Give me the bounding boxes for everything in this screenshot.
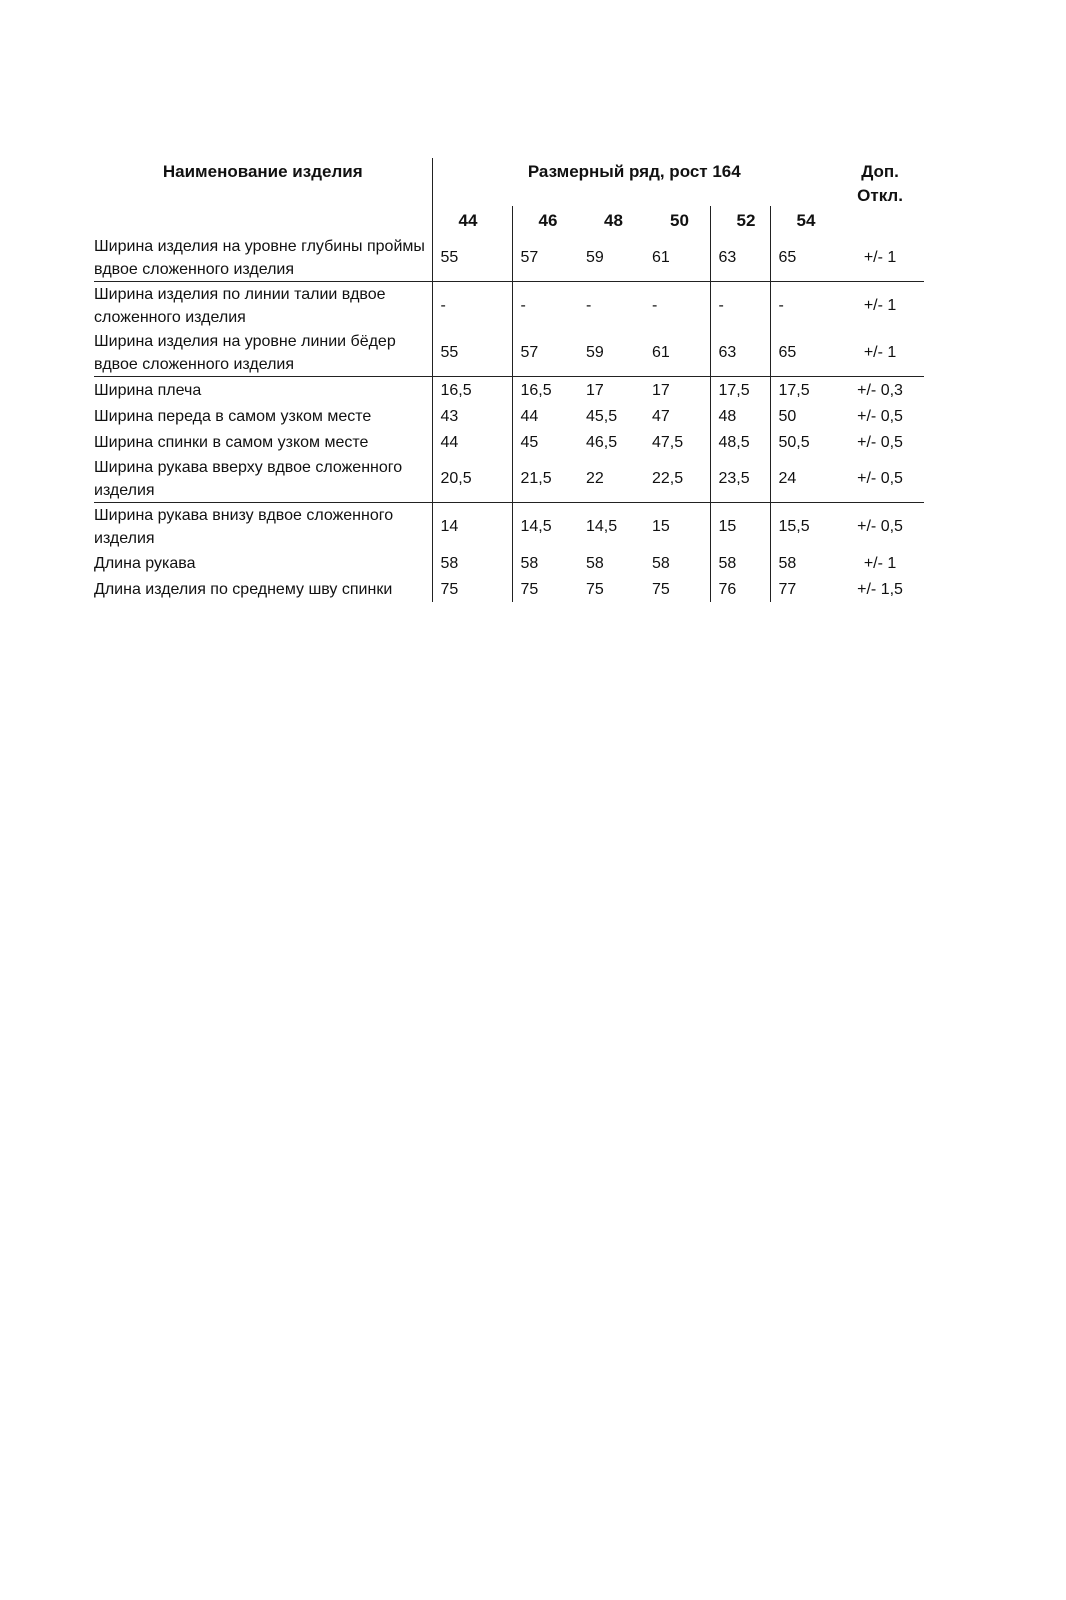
tolerance-value: +/- 0,5: [836, 455, 924, 503]
size-header: 52: [710, 206, 770, 234]
measurement-value-size-54: 65: [770, 329, 836, 377]
measurement-value-size-48: 22: [578, 455, 644, 503]
size-chart-table: [94, 158, 924, 602]
measurement-value-size-54: 77: [770, 576, 836, 602]
tolerance-value: +/- 0,5: [857, 518, 903, 535]
size-header: 50: [670, 210, 689, 230]
measurement-name: Длина рукава: [94, 554, 196, 572]
measurement-value-size-48: 75: [586, 580, 604, 598]
measurement-value-size-46: 21,5: [512, 455, 578, 503]
measurement-value-size-44: 43: [432, 403, 512, 429]
measurement-name: Длина изделия по среднему шву спинки: [94, 580, 393, 598]
measurement-value-size-54: 65: [770, 234, 836, 282]
measurement-value-size-44: 55: [432, 329, 512, 377]
measurement-name: Ширина спинки в самом узком месте: [94, 433, 369, 451]
size-header: 48: [604, 210, 623, 230]
measurement-value-size-52: 63: [710, 329, 770, 377]
table-row: [94, 429, 924, 455]
table-row: [94, 576, 924, 602]
measurement-value-size-54: 58: [770, 550, 836, 576]
measurement-value-size-52: 76: [710, 576, 770, 602]
measurement-value-size-50: -: [652, 297, 658, 314]
header-tolerance-line-2: Откл.: [857, 186, 903, 205]
measurement-value-size-54: 24: [770, 455, 836, 503]
measurement-value-size-52: 63: [710, 234, 770, 282]
measurement-value-size-48: 59: [578, 234, 644, 282]
measurement-value-size-44: 58: [432, 550, 512, 576]
size-header: 46: [512, 206, 578, 234]
table-body: [94, 234, 924, 602]
measurement-value-size-50: 47: [652, 407, 670, 425]
measurement-value-size-46: 14,5: [512, 503, 578, 551]
header-size-range: Размерный ряд, рост 164: [432, 158, 836, 206]
size-header: 44: [432, 206, 512, 234]
tolerance-value: +/- 1: [836, 329, 924, 377]
measurement-value-size-44: -: [432, 282, 512, 330]
measurement-value-size-54: -: [770, 282, 836, 330]
tolerance-value: +/- 0,5: [857, 433, 903, 451]
measurement-value-size-46: 57: [512, 329, 578, 377]
measurement-value-size-44: 14: [432, 503, 512, 551]
measurement-name: Ширина рукава внизу вдвое сложенного изделия: [94, 506, 394, 547]
measurement-value-size-48: 58: [586, 554, 604, 572]
measurement-value-size-52: 23,5: [710, 455, 770, 503]
measurement-value-size-46: 44: [512, 403, 578, 429]
measurement-value-size-48: -: [586, 297, 592, 314]
measurement-name: Ширина изделия по линии талии вдвое сложенного изделия: [94, 285, 386, 326]
measurement-value-size-48: 46,5: [586, 433, 618, 451]
measurement-value-size-50: 22,5: [644, 455, 710, 503]
table-row: [94, 455, 924, 503]
table-row: [94, 550, 924, 576]
measurement-name: Ширина плеча: [94, 381, 202, 399]
tolerance-value: +/- 1: [863, 297, 897, 314]
tolerance-value: +/- 0,5: [857, 407, 903, 425]
measurement-name: Ширина изделия на уровне глубины проймы вдвое сложенного изделия: [94, 234, 432, 282]
header-product-name: Наименование изделия: [162, 162, 363, 181]
measurement-value-size-54: 15,5: [770, 503, 836, 551]
measurement-value-size-44: 44: [432, 429, 512, 455]
table-row: [94, 503, 924, 551]
size-header: 54: [770, 206, 836, 234]
measurement-value-size-50: 58: [652, 554, 670, 572]
measurement-value-size-44: 75: [432, 576, 512, 602]
measurement-value-size-52: 58: [710, 550, 770, 576]
measurement-value-size-54: 50: [770, 403, 836, 429]
measurement-value-size-52: -: [710, 282, 770, 330]
tolerance-value: +/- 1,5: [857, 580, 903, 598]
measurement-value-size-50: 17: [652, 381, 670, 399]
measurement-value-size-46: 16,5: [512, 377, 578, 404]
table-row: [94, 329, 924, 377]
measurement-name: Ширина переда в самом узком месте: [94, 407, 372, 425]
measurement-value-size-44: 55: [432, 234, 512, 282]
measurement-value-size-50: 47,5: [652, 433, 684, 451]
measurement-value-size-50: 15: [652, 518, 670, 535]
table-row: [94, 234, 924, 282]
measurement-value-size-50: 61: [644, 329, 710, 377]
measurement-value-size-48: 14,5: [586, 518, 618, 535]
tolerance-value: +/- 1: [863, 554, 897, 572]
header-tolerance-line-1: Доп.: [861, 162, 899, 181]
table-row: [94, 377, 924, 404]
table-header-row: [94, 158, 924, 206]
measurement-value-size-52: 48: [710, 403, 770, 429]
measurement-value-size-44: 16,5: [432, 377, 512, 404]
measurement-value-size-46: -: [512, 282, 578, 330]
tolerance-value: +/- 0,3: [857, 381, 903, 399]
measurement-value-size-48: 59: [578, 329, 644, 377]
measurement-value-size-48: 17: [586, 381, 604, 399]
measurement-value-size-50: 75: [652, 580, 670, 598]
measurement-value-size-44: 20,5: [432, 455, 512, 503]
measurement-name: Ширина рукава вверху вдвое сложенного изделия: [94, 455, 432, 503]
measurement-value-size-52: 17,5: [710, 377, 770, 404]
measurement-value-size-46: 58: [512, 550, 578, 576]
measurement-value-size-46: 75: [512, 576, 578, 602]
measurement-value-size-50: 61: [644, 234, 710, 282]
measurement-value-size-46: 57: [512, 234, 578, 282]
measurement-value-size-54: 17,5: [770, 377, 836, 404]
table-row: [94, 282, 924, 330]
measurement-value-size-52: 15: [710, 503, 770, 551]
measurement-value-size-52: 48,5: [710, 429, 770, 455]
tolerance-value: +/- 1: [836, 234, 924, 282]
measurement-value-size-48: 45,5: [586, 407, 618, 425]
measurement-value-size-46: 45: [512, 429, 578, 455]
measurement-name: Ширина изделия на уровне линии бёдер вдвое сложенного изделия: [94, 329, 432, 377]
table-row: [94, 403, 924, 429]
header-tolerance: [836, 158, 924, 234]
measurement-value-size-54: 50,5: [770, 429, 836, 455]
